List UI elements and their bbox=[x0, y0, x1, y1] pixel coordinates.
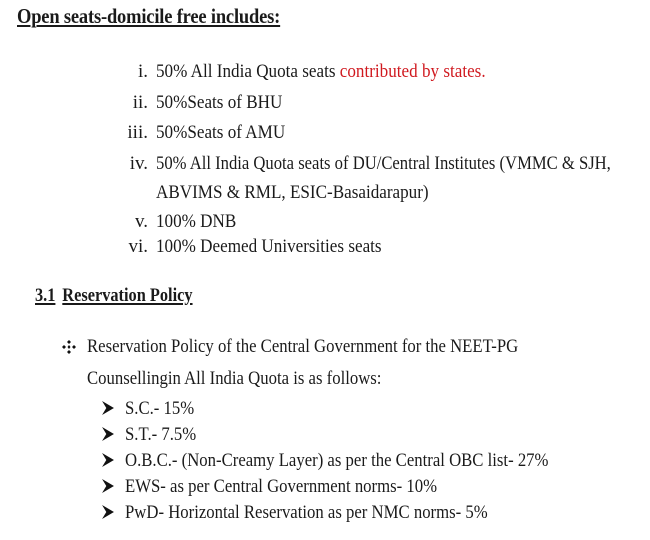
arrowhead-bullet-icon bbox=[102, 453, 114, 472]
list-item bbox=[0, 153, 650, 175]
list-item-text: 100% DNB bbox=[156, 211, 237, 232]
list-item-text: 50% All India Quota seats of DU/Central Institutes (VMMC & SJH, bbox=[156, 153, 611, 174]
reservation-item bbox=[0, 398, 650, 422]
section-number: 3.1 bbox=[35, 285, 56, 306]
reservation-item bbox=[0, 424, 650, 448]
list-item-text: 100% Deemed Universities seats bbox=[156, 236, 382, 257]
list-item-text: 50%Seats of BHU bbox=[156, 92, 283, 113]
list-item-text bbox=[156, 61, 486, 83]
list-item-continuation bbox=[0, 182, 650, 204]
list-item-text: ABVIMS & RML, ESIC-Basaidarapur) bbox=[156, 182, 429, 203]
reservation-text: S.C.- 15% bbox=[125, 398, 195, 419]
reservation-item bbox=[0, 502, 650, 526]
list-item bbox=[0, 61, 650, 83]
reservation-text: O.B.C.- (Non-Creamy Layer) as per the Central OBC list- 27% bbox=[125, 450, 549, 471]
open-seats-heading: Open seats-domicile free includes: bbox=[17, 4, 281, 28]
list-marker: iv. bbox=[129, 153, 148, 174]
reservation-text: EWS- as per Central Government norms- 10% bbox=[125, 476, 438, 497]
list-marker: iii. bbox=[127, 122, 148, 143]
list-item bbox=[0, 236, 650, 258]
reservation-intro-line2: Counsellingin All India Quota is as follows: bbox=[87, 368, 382, 389]
arrowhead-bullet-icon bbox=[102, 505, 114, 524]
reservation-item bbox=[0, 450, 650, 474]
list-item bbox=[0, 122, 650, 144]
reservation-text: PwD- Horizontal Reservation as per NMC norms- 5% bbox=[125, 502, 488, 523]
reservation-text: S.T.- 7.5% bbox=[125, 424, 197, 445]
reservation-intro-line1: Reservation Policy of the Central Government for the NEET-PG bbox=[87, 336, 519, 357]
section-title: Reservation Policy bbox=[62, 285, 193, 306]
diamond-bullet-icon bbox=[62, 340, 76, 358]
list-marker: v. bbox=[134, 211, 148, 232]
section-heading bbox=[35, 285, 193, 307]
arrowhead-bullet-icon bbox=[102, 427, 114, 446]
list-item-text: 50%Seats of AMU bbox=[156, 122, 286, 143]
list-marker: ii. bbox=[132, 92, 148, 113]
list-item bbox=[0, 92, 650, 114]
arrowhead-bullet-icon bbox=[102, 401, 114, 420]
reservation-item bbox=[0, 476, 650, 500]
arrowhead-bullet-icon bbox=[102, 479, 114, 498]
diamond-bullet-icon-svg bbox=[62, 340, 76, 354]
item-text-plain: 50% All India Quota seats bbox=[156, 61, 340, 82]
list-marker: vi. bbox=[128, 236, 148, 257]
list-marker: i. bbox=[137, 61, 148, 82]
highlighted-text: contributed by states. bbox=[339, 61, 486, 82]
list-item bbox=[0, 211, 650, 233]
